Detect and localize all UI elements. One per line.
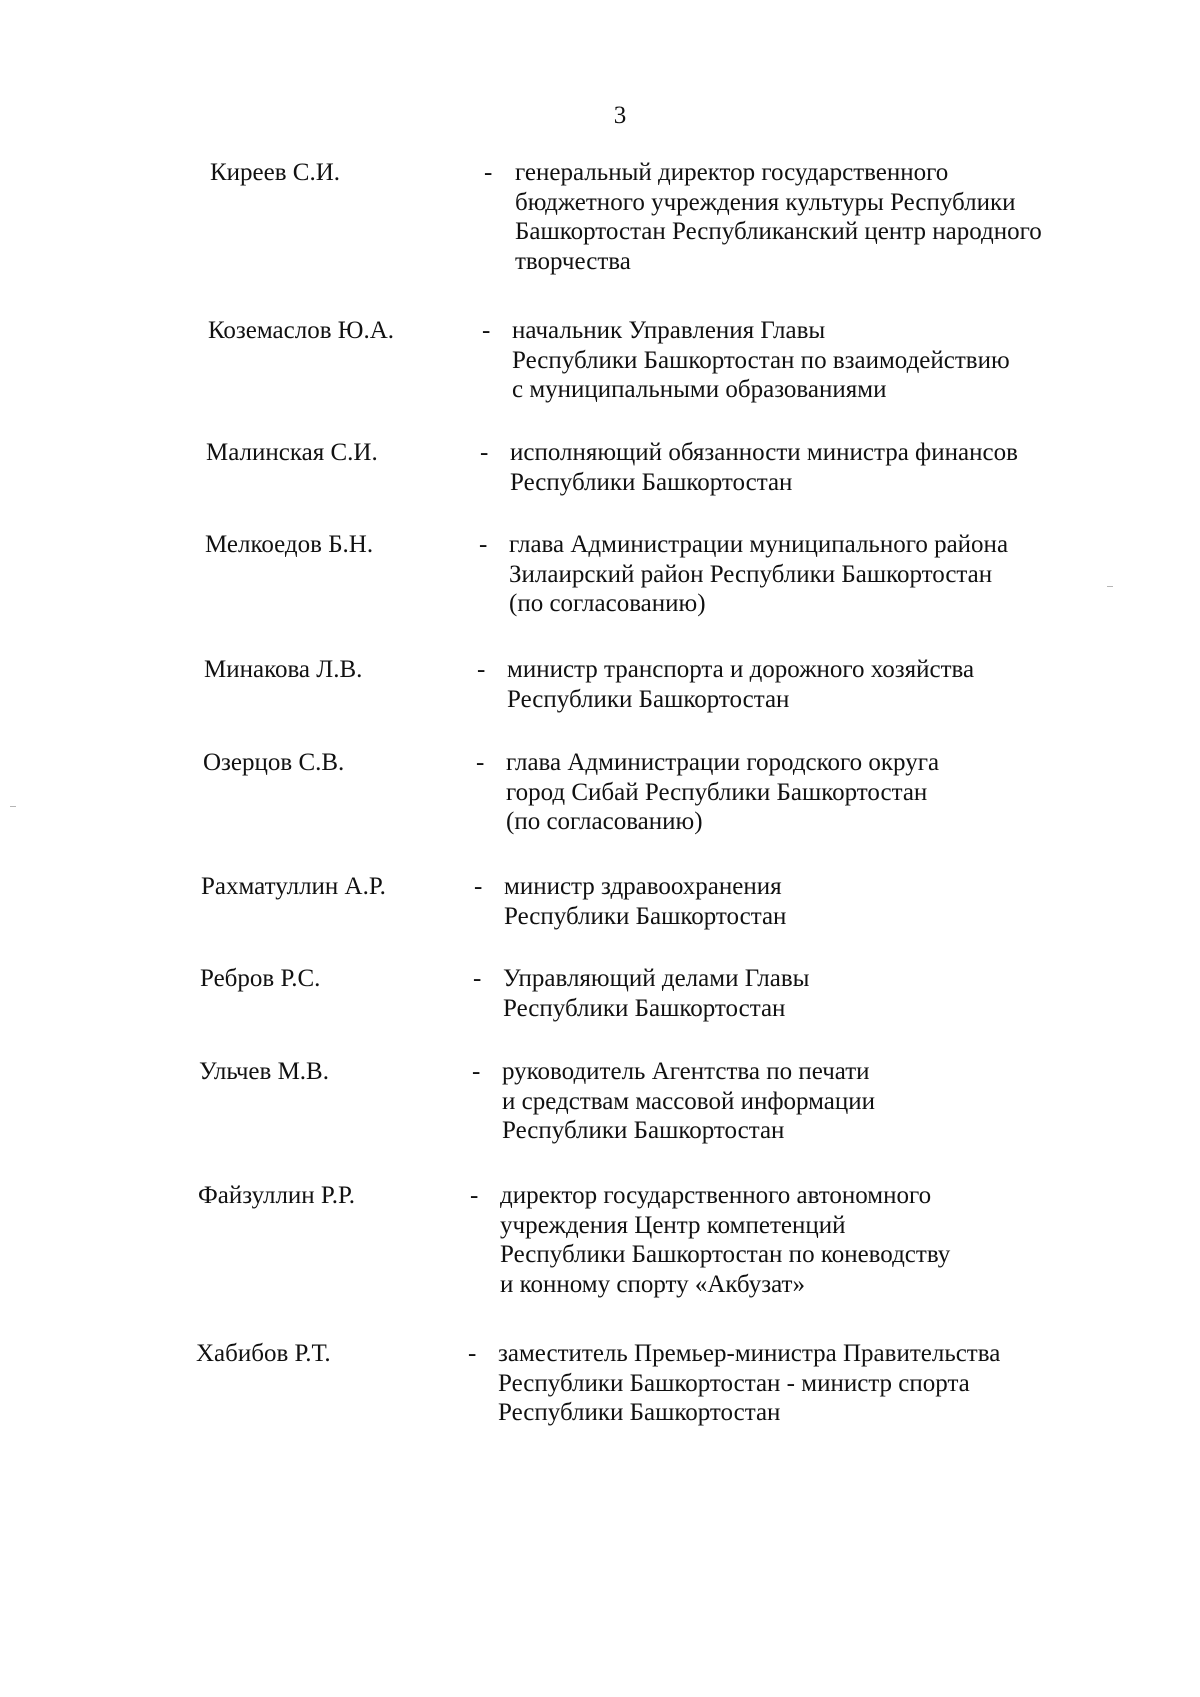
member-name: Файзуллин Р.Р. (198, 1182, 355, 1209)
position-line: директор государственного автономного (500, 1182, 932, 1209)
position-line: Республики Башкортостан (510, 468, 793, 496)
scan-speck (1107, 586, 1113, 587)
position-line: руководитель Агентства по печати (502, 1058, 870, 1085)
position-line: министр здравоохранения (504, 873, 782, 900)
member-name: Коземаслов Ю.А. (208, 317, 395, 344)
position-line: глава Администрации муниципального района (509, 531, 1009, 558)
member-dash: - (482, 317, 491, 344)
position-line: Республики Башкортостан по коневодству (500, 1241, 951, 1268)
member-name: Рахматуллин А.Р. (201, 873, 386, 900)
position-line: Управляющий делами Главы (503, 965, 810, 992)
position-line: Республики Башкортостан (498, 1399, 781, 1426)
member-position (515, 158, 1042, 276)
member-dash: - (468, 1340, 477, 1367)
position-line: Республики Башкортостан - министр спорта (498, 1369, 970, 1397)
position-line: Республики Башкортостан (504, 902, 787, 930)
position-line: генеральный директор государственного (515, 159, 949, 186)
position-line: (по согласованию) (509, 590, 706, 617)
position-line: учреждения Центр компетенций (500, 1211, 846, 1239)
member-position (509, 530, 1008, 619)
position-line: Республики Башкортостан (503, 994, 786, 1022)
member-name: Ульчев М.В. (199, 1058, 329, 1085)
member-position (498, 1339, 1000, 1428)
member-position (507, 655, 974, 714)
member-name: Малинская С.И. (206, 439, 378, 466)
member-position (506, 748, 939, 837)
member-dash: - (470, 1182, 479, 1209)
member-dash: - (477, 656, 486, 683)
member-name: Мелкоедов Б.Н. (205, 531, 374, 558)
member-dash: - (480, 439, 489, 466)
scan-speck (10, 806, 16, 807)
position-line: Республики Башкортостан (502, 1117, 785, 1144)
member-dash: - (479, 531, 488, 558)
member-name: Киреев С.И. (210, 159, 341, 186)
position-line: начальник Управления Главы (512, 317, 826, 344)
member-dash: - (473, 965, 482, 992)
position-line: с муниципальными образованиями (512, 376, 887, 403)
member-position (500, 1181, 950, 1299)
member-dash: - (476, 749, 485, 776)
position-line: исполняющий обязанности министра финансов (510, 439, 1018, 466)
position-line: Башкортостан Республиканский центр народного (515, 218, 1042, 245)
position-line: министр транспорта и дорожного хозяйства (507, 656, 975, 683)
position-line: Республики Башкортостан по взаимодействию (512, 346, 1010, 374)
position-line: Республики Башкортостан (507, 685, 790, 713)
member-name: Озерцов С.В. (203, 749, 345, 776)
page-number: 3 (613, 102, 627, 129)
member-dash: - (484, 159, 493, 186)
member-position (503, 964, 809, 1023)
position-line: бюджетного учреждения культуры Республики (515, 188, 1016, 216)
position-line: глава Администрации городского округа (506, 749, 940, 776)
position-line: (по согласованию) (506, 808, 703, 835)
member-position (504, 872, 786, 931)
member-dash: - (472, 1058, 481, 1085)
member-dash: - (474, 873, 483, 900)
member-name: Минакова Л.В. (204, 656, 363, 683)
position-line: творчества (515, 247, 631, 275)
position-line: город Сибай Республики Башкортостан (506, 778, 928, 806)
position-line: и средствам массовой информации (502, 1087, 876, 1115)
member-position (510, 438, 1018, 497)
member-position (502, 1057, 875, 1146)
position-line: заместитель Премьер-министра Правительства (498, 1340, 1001, 1367)
position-line: Зилаирский район Республики Башкортостан (509, 560, 993, 588)
position-line: и конному спорту «Акбузат» (500, 1270, 805, 1298)
member-name: Ребров Р.С. (200, 965, 321, 992)
member-name: Хабибов Р.Т. (196, 1340, 331, 1367)
member-position (512, 316, 1010, 405)
